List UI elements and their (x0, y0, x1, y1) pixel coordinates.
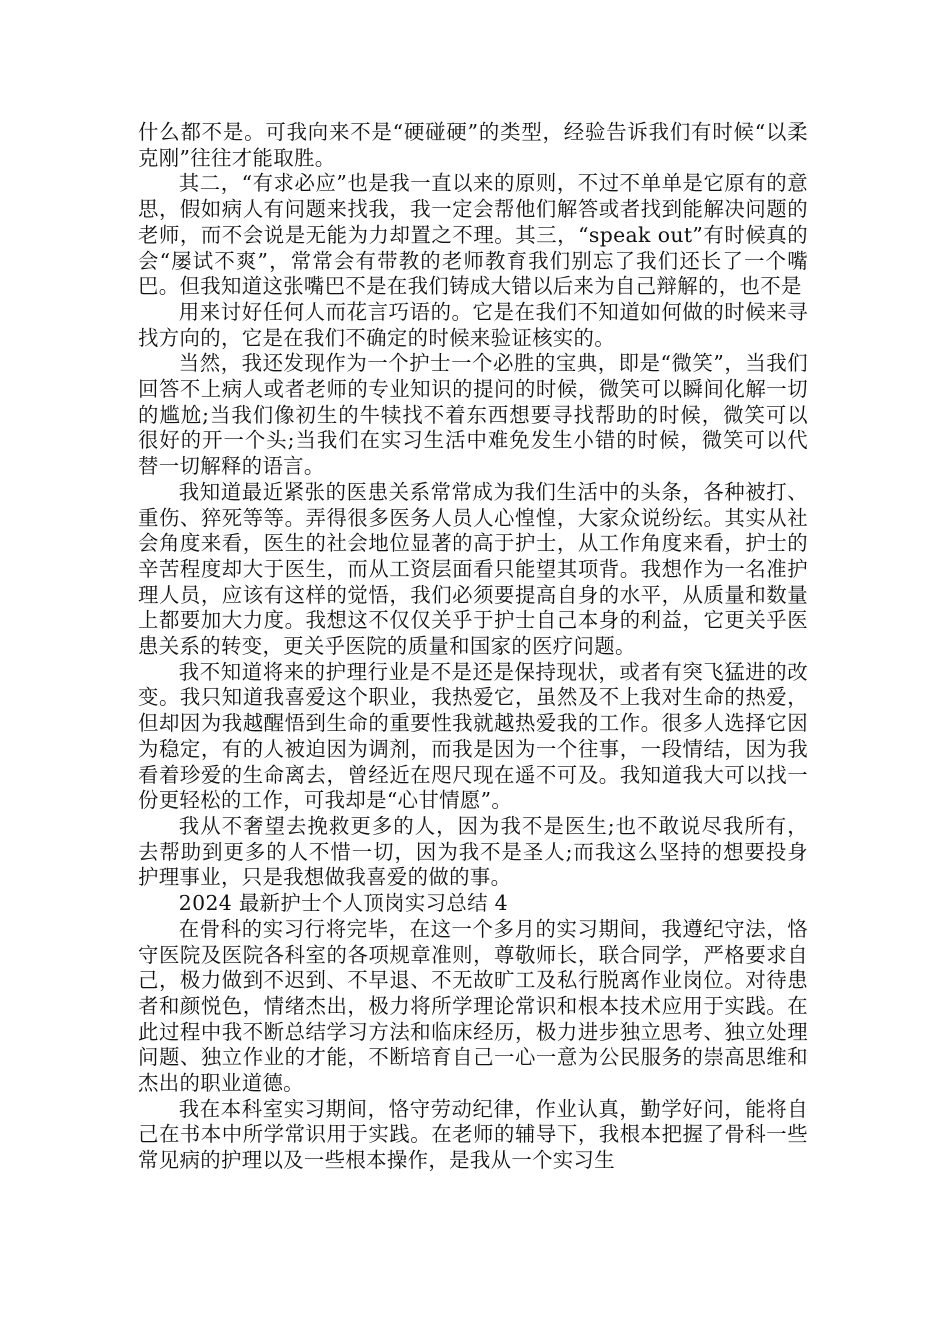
paragraph-3: 用来讨好任何人而花言巧语的。它是在我们不知道如何做的时候来寻找方向的，它是在我们不确定的时候来验证核实的。 (138, 299, 808, 350)
paragraph-9: 我在本科室实习期间，恪守劳动纪律，作业认真，勤学好问，能将自己在书本中所学常识用于实践。在老师的辅导下，我根本把握了骨科一些常见病的护理以及一些根本操作，是我从一个实习生 (138, 1096, 808, 1173)
paragraph-7: 我从不奢望去挽救更多的人，因为我不是医生;也不敢说尽我所有，去帮助到更多的人不惜一切，因为我不是圣人;而我这么坚持的想要投身护理事业，只是我想做我喜爱的做的事。 (138, 813, 808, 890)
paragraph-5: 我知道最近紧张的医患关系常常成为我们生活中的头条，各种被打、重伤、猝死等等。弄得很多医务人员人心惶惶，大家众说纷纭。其实从社会角度来看，医生的社会地位显著的高于护士，从工作角度来看，护士的辛苦程度却大于医生，而从工资层面看只能望其项背。我想作为一名准护理人员，应该有这样的觉悟，我们必须要提高自身的水平，从质量和数量上都要加大力度。我想这不仅仅关乎于护士自己本身的利益，它更关乎医患关系的转变，更关乎医院的质量和国家的医疗问题。 (138, 479, 808, 659)
section-heading: 2024 最新护士个人顶岗实习总结 4 (178, 891, 508, 916)
paragraph-6: 我不知道将来的护理行业是不是还是保持现状，或者有突飞猛进的改变。我只知道我喜爱这个职业，我热爱它，虽然及不上我对生命的热爱，但却因为我越醒悟到生命的重要性我就越热爱我的工作。很多人选择它因为稳定，有的人被迫因为调剂，而我是因为一个往事，一段情结，因为我看着珍爱的生命离去，曾经近在咫尺现在遥不可及。我知道我大可以找一份更轻松的工作，可我却是“心甘情愿”。 (138, 659, 808, 813)
paragraph-1: 什么都不是。可我向来不是“硬碰硬”的类型，经验告诉我们有时候“以柔克刚”往往才能取胜。 (138, 120, 808, 170)
paragraph-8: 在骨科的实习行将完毕，在这一个多月的实习期间，我遵纪守法，恪守医院及医院各科室的各项规章准则，尊敬师长，联合同学，严格要求自己，极力做到不迟到、不早退、不无故旷工及私行脱离作业岗位。对待患者和颜悦色，情绪杰出，极力将所学理论常识和根本技术应用于实践。在此过程中我不断总结学习方法和临床经历，极力进步独立思考、独立处理问题、独立作业的才能，不断培育自己一心一意为公民服务的崇高思维和杰出的职业道德。 (138, 916, 808, 1096)
document-page (138, 120, 808, 1174)
paragraph-2: 其二，“有求必应”也是我一直以来的原则，不过不单单是它原有的意思，假如病人有问题来找我，我一定会帮他们解答或者找到能解决问题的老师，而不会说是无能为力却置之不理。其三，“speak out”有时候真的会“屡试不爽”，常常会有带教的老师教育我们别忘了我们还长了一个嘴巴。但我知道这张嘴巴不是在我们铸成大错以后来为自己辩解的，也不是 (138, 171, 808, 299)
paragraph-4: 当然，我还发现作为一个护士一个必胜的宝典，即是“微笑”，当我们回答不上病人或者老师的专业知识的提问的时候，微笑可以瞬间化解一切的尴尬;当我们像初生的牛犊找不着东西想要寻找帮助的时候，微笑可以很好的开一个头;当我们在实习生活中难免发生小错的时候，微笑可以代替一切解释的语言。 (138, 351, 808, 479)
